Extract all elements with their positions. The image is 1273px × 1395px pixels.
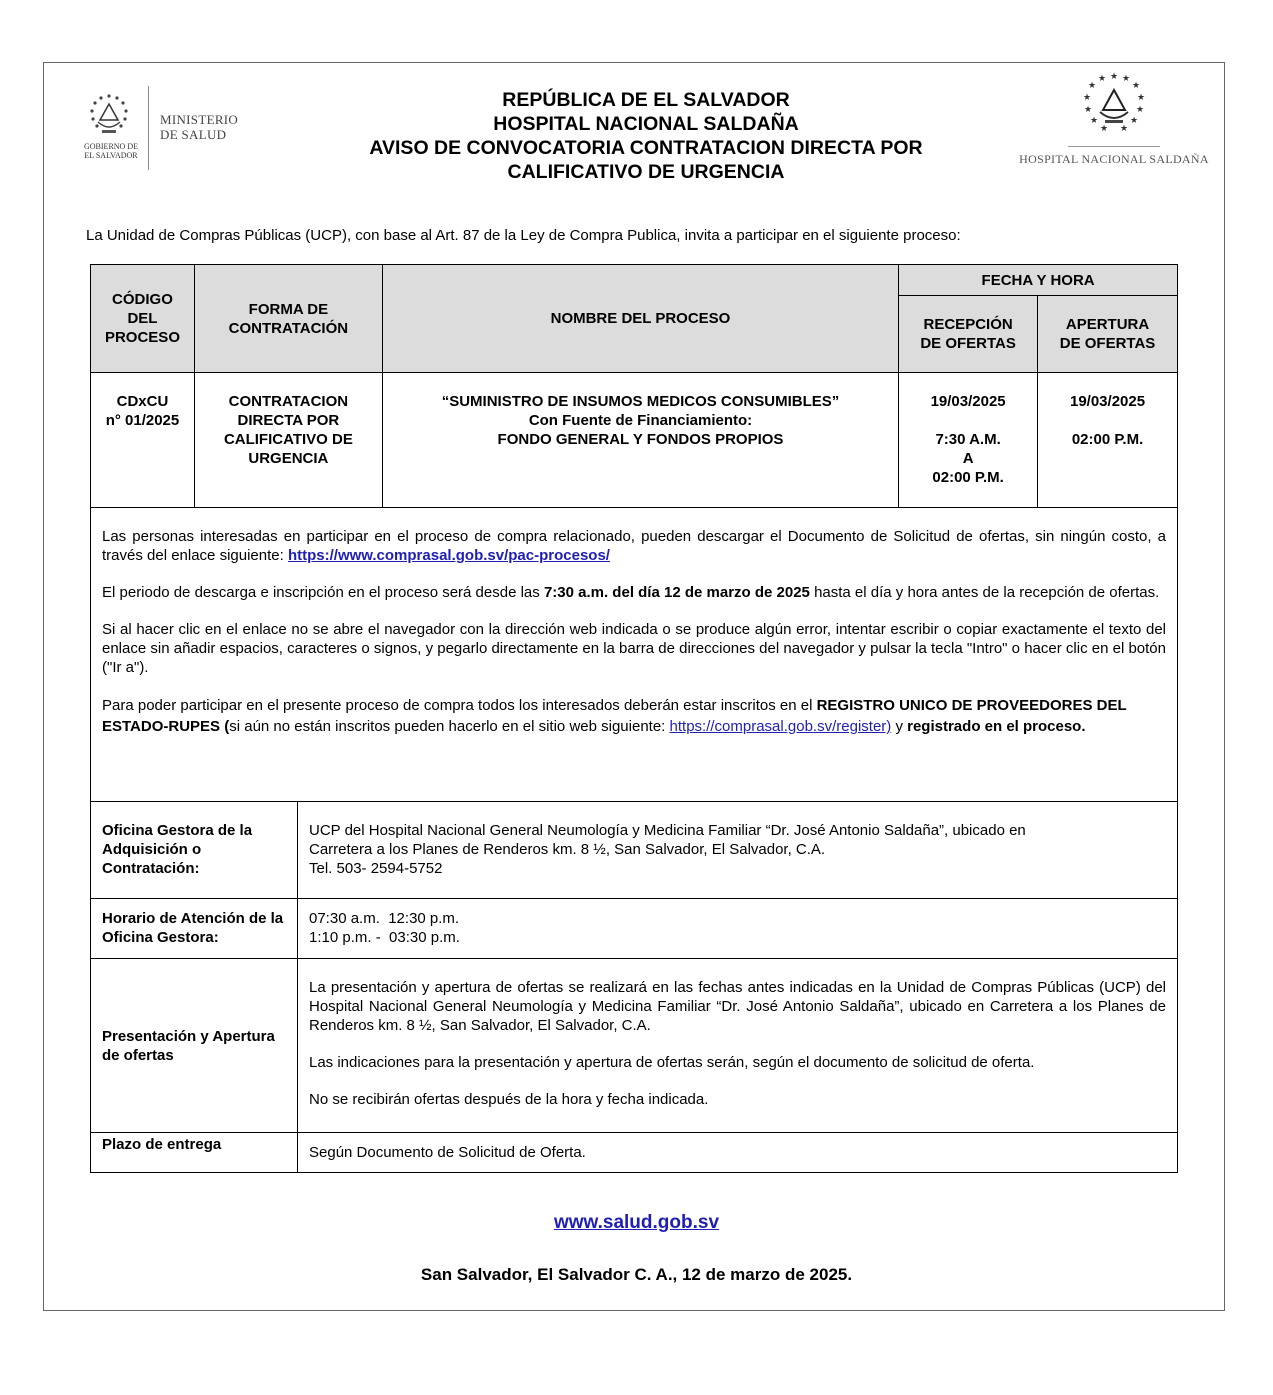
horario-value: 07:30 a.m. 12:30 p.m. 1:10 p.m. - 03:30 p.m. — [298, 899, 1178, 959]
header-fecha-hora: FECHA Y HORA — [899, 265, 1178, 296]
header-nombre: NOMBRE DEL PROCESO — [382, 265, 898, 373]
svg-text:★: ★ — [1097, 74, 1107, 84]
coat-of-arms-icon — [84, 92, 134, 138]
svg-text:★: ★ — [1129, 116, 1139, 126]
footer-website — [0, 1212, 1273, 1234]
website-link[interactable]: www.salud.gob.sv — [553, 1212, 720, 1233]
table-row — [91, 899, 1178, 959]
presentacion-value: La presentación y apertura de ofertas se realizará en las fechas antes indicadas en la Unidad de Compras Públicas (UCP) del Hospital Nacional General Neumología y Medicina Familiar “Dr. José Antonio Saldaña”, ubicado en Carretera a los Planes de Renderos km. 8 ½, San Salvador, El Salvador, C.A. Las indicaciones para la presentación y apertura de ofertas serán, según el documento de solicitud de oferta. No se recibirán ofertas después de la hora y fecha indicada. — [298, 959, 1178, 1133]
header-forma: FORMA DE CONTRATACIÓN — [194, 265, 382, 373]
gov-label: GOBIERNO DE EL SALVADOR — [84, 142, 138, 160]
ministry-line-2: DE SALUD — [160, 127, 227, 142]
info-block — [90, 508, 1178, 802]
title-line-4: CALIFICATIVO DE URGENCIA — [507, 161, 785, 183]
oficina-label: Oficina Gestora de la Adquisición o Contratación: — [91, 802, 298, 899]
svg-text:★: ★ — [1109, 72, 1119, 82]
cell-apertura: 19/03/2025 02:00 P.M. — [1038, 373, 1178, 508]
svg-text:★: ★ — [1099, 124, 1109, 134]
svg-text:★: ★ — [1121, 74, 1131, 84]
info-paragraph-instructions: Si al hacer clic en el enlace no se abre el navegador con la dirección web indicada o se produce algún error, intentar escribir o copiar exactamente el texto del enlace sin añadir espacios, caracteres o signos, y pegarlo directamente en la barra de direcciones del navegador y pulsar la tecla "Intro" o hacer clic en el botón ("Ir a"). — [102, 621, 1166, 676]
plazo-label: Plazo de entrega — [91, 1133, 298, 1173]
title-line-1: REPÚBLICA DE EL SALVADOR — [502, 89, 790, 111]
cell-nombre: “SUMINISTRO DE INSUMOS MEDICOS CONSUMIBLES” Con Fuente de Financiamiento: FONDO GENERAL Y FONDOS PROPIOS — [382, 373, 898, 508]
cell-forma: CONTRATACION DIRECTA POR CALIFICATIVO DE URGENCIA — [194, 373, 382, 508]
svg-text:★: ★ — [1087, 81, 1097, 91]
logo-divider — [148, 86, 149, 170]
comprasal-procesos-link[interactable]: https://www.comprasal.gob.sv/pac-procesos/ — [287, 547, 610, 564]
info-paragraph-download: Las personas interesadas en participar en el proceso de compra relacionado, pueden descargar el Documento de Solicitud de ofertas, sin ningún costo, a través del enlace siguiente: https://www.comprasal.gob.sv/pac-procesos/ — [102, 528, 1166, 564]
hospital-logo-text: HOSPITAL NACIONAL SALDAÑA — [1019, 152, 1209, 166]
document-title — [300, 88, 992, 184]
presentacion-label: Presentación y Apertura de ofertas — [91, 959, 298, 1133]
table-row — [91, 1133, 1178, 1173]
footer-place-date: San Salvador, El Salvador C. A., 12 de marzo de 2025. — [420, 1265, 853, 1284]
svg-text:★: ★ — [1083, 105, 1093, 115]
plazo-value: Según Documento de Solicitud de Oferta. — [298, 1133, 1178, 1173]
info-paragraph-period: El periodo de descarga e inscripción en el proceso será desde las 7:30 a.m. del día 12 de marzo de 2025 hasta el día y hora antes de la recepción de ofertas. — [102, 584, 1160, 601]
ministry-name — [160, 112, 238, 142]
horario-label: Horario de Atención de la Oficina Gestora: — [91, 899, 298, 959]
svg-text:★: ★ — [1089, 116, 1099, 126]
svg-text:★: ★ — [1136, 93, 1146, 103]
title-line-3: AVISO DE CONVOCATORIA CONTRATACION DIRECTA POR — [369, 137, 923, 159]
title-line-2: HOSPITAL NACIONAL SALDAÑA — [493, 113, 799, 135]
table-row — [91, 373, 1178, 508]
header-codigo: CÓDIGO DEL PROCESO — [91, 265, 195, 373]
process-table — [90, 264, 1178, 508]
header-recepcion: RECEPCIÓN DE OFERTAS — [899, 296, 1038, 373]
table-row — [91, 802, 1178, 899]
logo-rule — [1068, 146, 1160, 147]
hospital-logo — [1018, 70, 1210, 170]
svg-text:★: ★ — [1135, 105, 1145, 115]
cell-recepcion: 19/03/2025 7:30 A.M. A 02:00 P.M. — [899, 373, 1038, 508]
ministry-logo — [80, 86, 250, 170]
oficina-value: UCP del Hospital Nacional General Neumología y Medicina Familiar “Dr. José Antonio Saldaña”, ubicado en Carretera a los Planes de Renderos km. 8 ½, San Salvador, El Salvador, C.A. Tel. 503- 2594-5752 — [298, 802, 1178, 899]
coat-of-arms-icon — [1074, 70, 1154, 140]
header-apertura: APERTURA DE OFERTAS — [1038, 296, 1178, 373]
svg-text:★: ★ — [1131, 81, 1141, 91]
ministry-line-1: MINISTERIO — [160, 112, 239, 127]
details-table — [90, 801, 1178, 1173]
intro-text: La Unidad de Compras Públicas (UCP), con base al Art. 87 de la Ley de Compra Publica, invita a participar en el siguiente proceso: — [86, 227, 961, 244]
comprasal-register-link[interactable]: https://comprasal.gob.sv/register) — [669, 718, 892, 735]
info-paragraph-rupes: Para poder participar en el presente proceso de compra todos los interesados deberán estar inscritos en el REGISTRO UNICO DE PROVEEDORES DEL ESTADO-RUPES (si aún no están inscritos pueden hacerlo en el sitio web siguiente: https://comprasal.gob.sv/register) y registrado en el proceso. — [102, 697, 1127, 735]
cell-codigo: CDxCU n° 01/2025 — [91, 373, 195, 508]
table-row — [91, 959, 1178, 1133]
svg-text:★: ★ — [1082, 93, 1092, 103]
svg-text:★: ★ — [1119, 124, 1129, 134]
